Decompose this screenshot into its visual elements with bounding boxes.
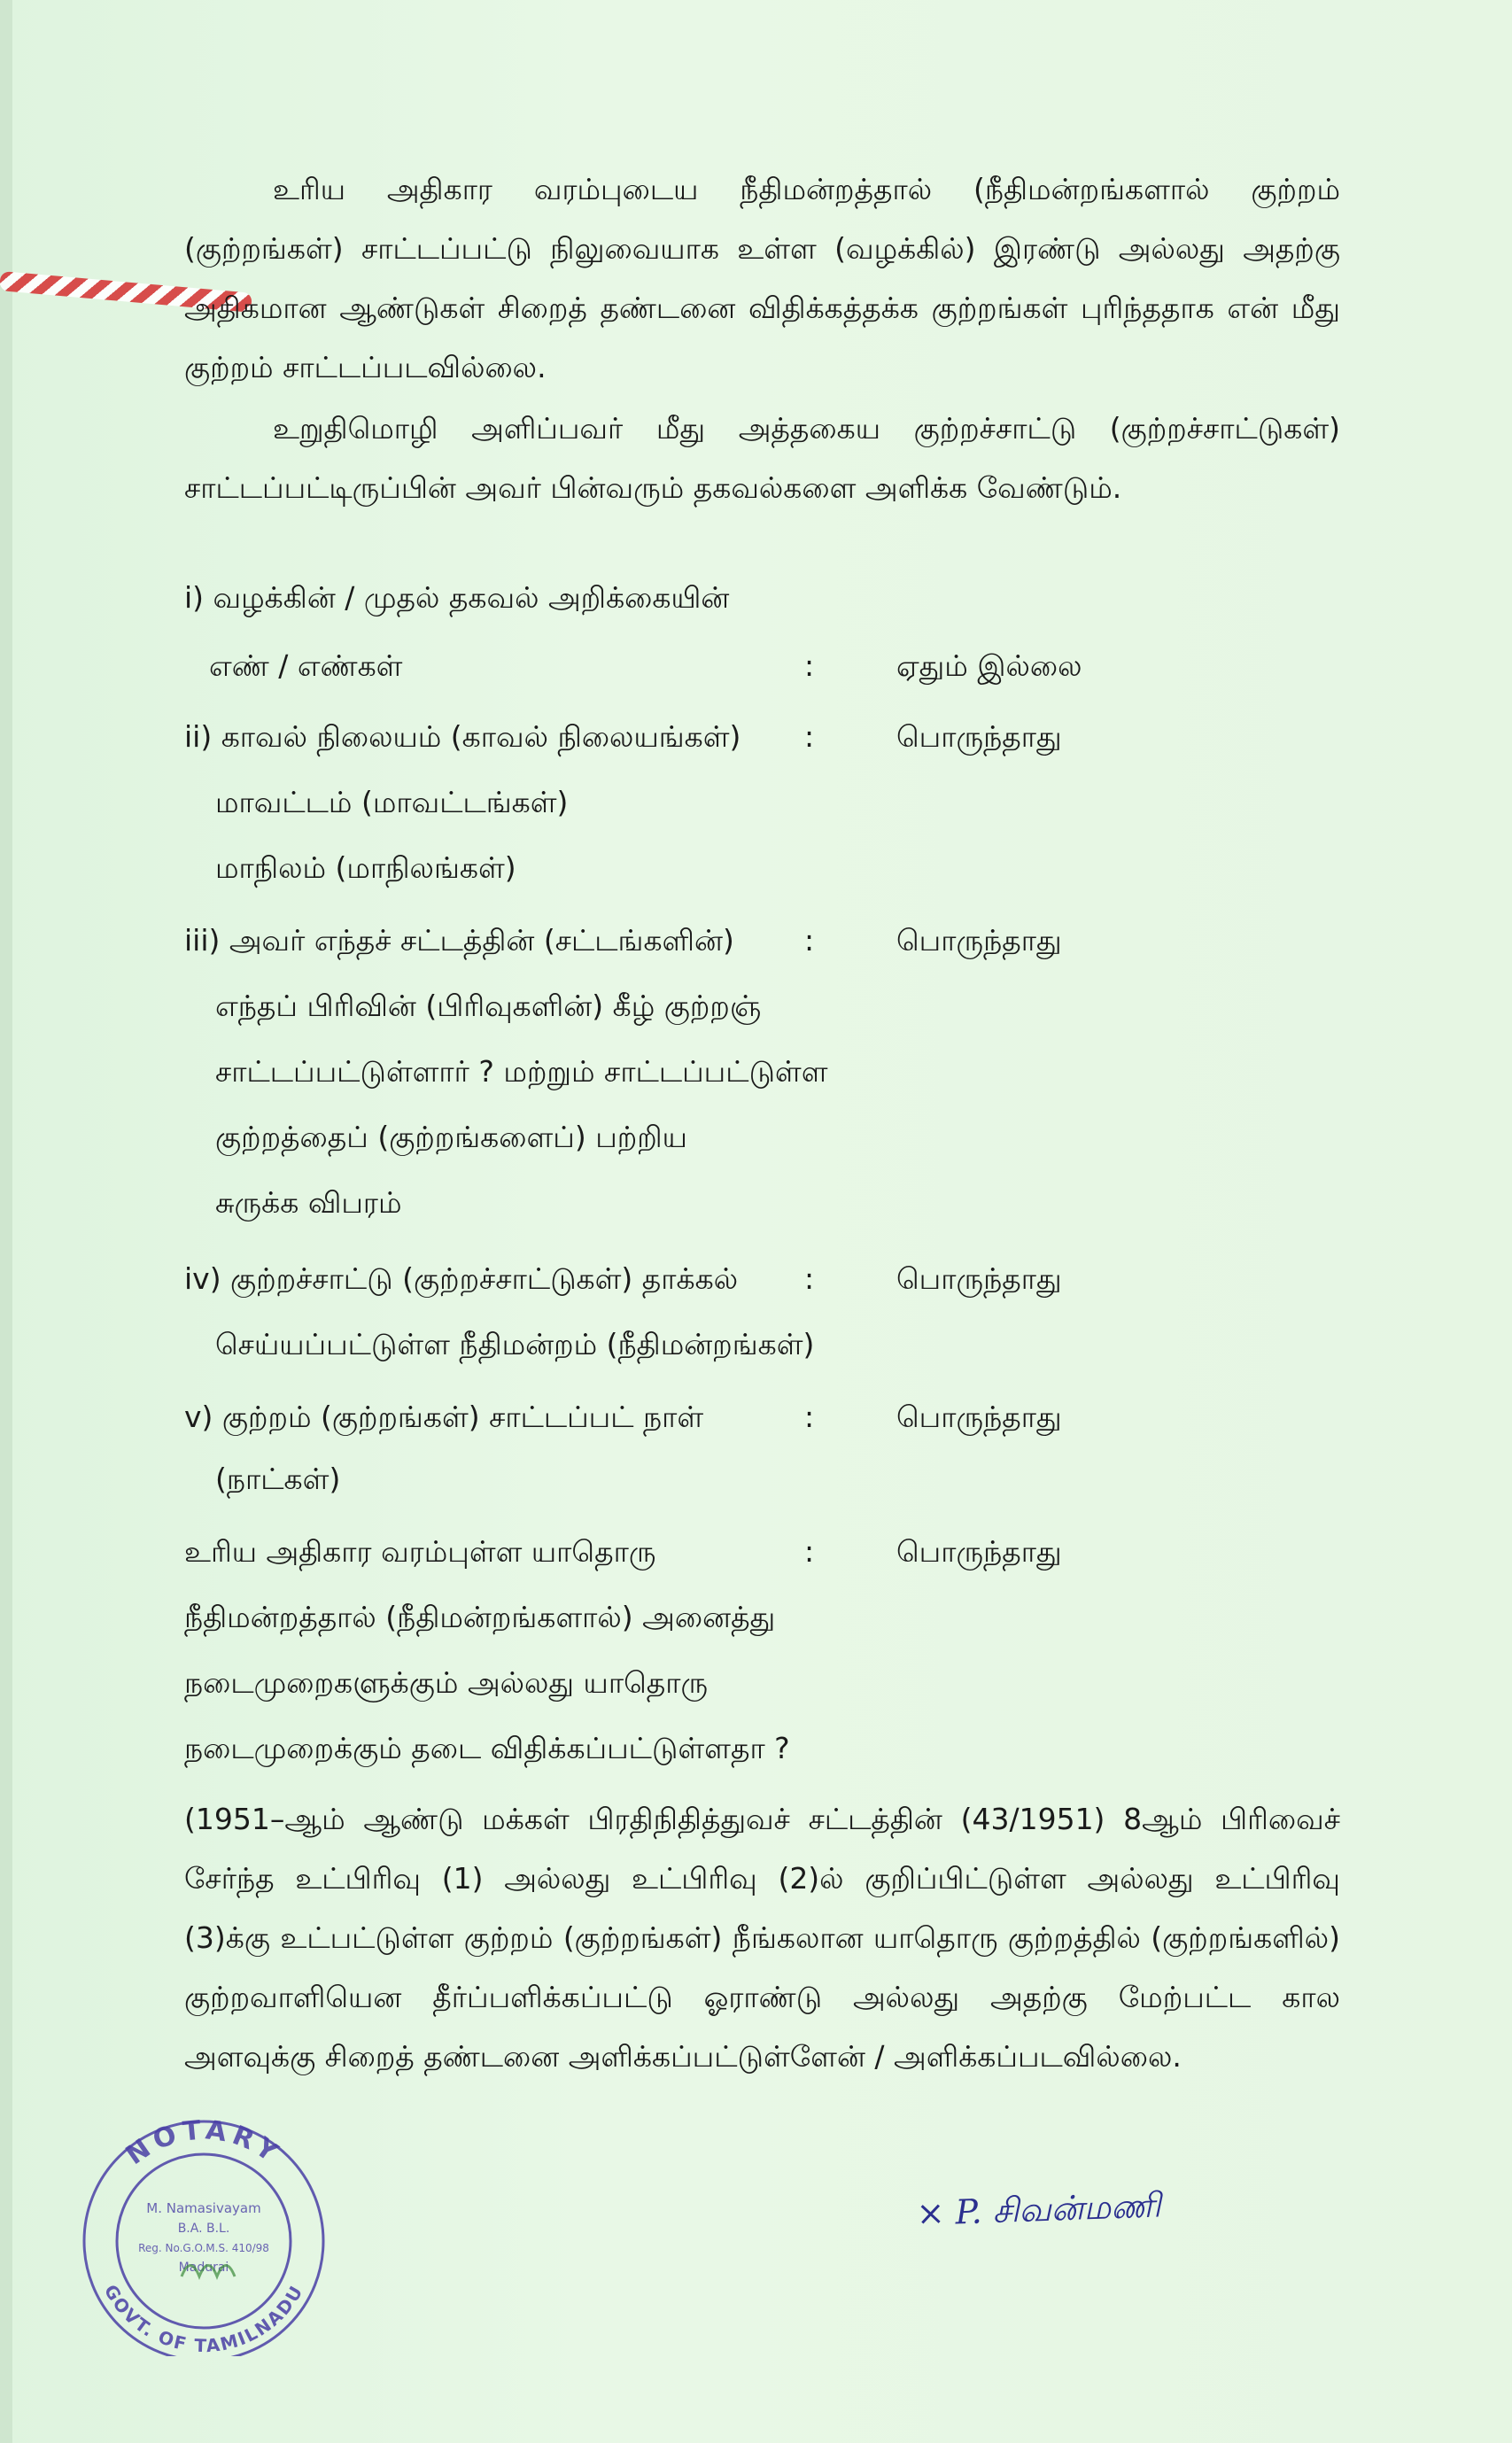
closing-paragraph: (1951–ஆம் ஆண்டு மக்கள் பிரதிநிதித்துவச் சட்டத்தின் (43/1951) 8ஆம் பிரிவைச் சேர்ந்த உட்பிரிவு (1) அல்லது உட்பிரிவு (2)ல் குறிப்பிட்டுள்ள அல்லது உட்பிரிவு (3)க்கு உட்பட்டுள்ள குற்றம் (குற்றங்கள்) நீங்கலான யாதொரு குற்றத்தில் (குற்றங்களில்) குற்றவாளியென தீர்ப்பளிக்கப்பட்டு ஓராண்டு அல்லது அதற்கு மேற்பட்ட கால அளவுக்கு சிறைத் தண்டனை அளிக்கப்பட்டுள்ளேன் / அளிக்கப்படவில்லை. xyxy=(184,1802,1340,2074)
item-i-colon: : xyxy=(804,648,815,683)
item-ii-colon: : xyxy=(804,719,815,754)
item-iii-line-2: எந்தப் பிரிவின் (பிரிவுகளின்) கீழ் குற்றஞ் xyxy=(215,989,762,1023)
item-vi-colon: : xyxy=(804,1534,815,1569)
item-vi-line-2: நீதிமன்றத்தால் (நீதிமன்றங்களால்) அனைத்து xyxy=(184,1600,776,1634)
item-iv-colon: : xyxy=(804,1261,815,1296)
item-iii-value: பொருந்தாது xyxy=(896,923,1062,958)
stamp-name: M. Namasivayam xyxy=(146,2200,261,2216)
item-iv-value: பொருந்தாது xyxy=(896,1261,1062,1296)
item-iii-line-3: சாட்டப்பட்டுள்ளார் ? மற்றும் சாட்டப்பட்டுள்ள xyxy=(215,1054,828,1089)
signature: × P. சிவன்மணி xyxy=(915,2185,1162,2233)
item-i-line-1: i) வழக்கின் / முதல் தகவல் அறிக்கையின் xyxy=(184,580,730,615)
item-ii-line-2: மாவட்டம் (மாவட்டங்கள்) xyxy=(215,785,569,819)
stamp-bottom-text: GOVT. OF TAMILNADU xyxy=(99,2281,308,2356)
item-v-line-1: v) குற்றம் (குற்றங்கள்) சாட்டப்பட் நாள் xyxy=(184,1400,704,1434)
item-i-line-2: எண் / எண்கள் xyxy=(209,648,403,683)
item-vi-value: பொருந்தாது xyxy=(896,1534,1062,1569)
stamp-reg: Reg. No.G.O.M.S. 410/98 xyxy=(138,2242,269,2254)
item-iii-line-4: குற்றத்தைப் (குற்றங்களைப்) பற்றிய xyxy=(215,1120,687,1154)
item-v-value: பொருந்தாது xyxy=(896,1400,1062,1434)
stamp-place: Madurai xyxy=(178,2261,229,2275)
item-v-colon: : xyxy=(804,1400,815,1434)
item-ii-line-1: ii) காவல் நிலையம் (காவல் நிலையங்கள்) xyxy=(184,719,741,754)
stamp-top-text: NOTARY xyxy=(120,2114,288,2172)
notary-stamp xyxy=(66,2108,341,2356)
item-vi-line-1: உரிய அதிகார வரம்புள்ள யாதொரு xyxy=(184,1534,656,1569)
item-iv-line-2: செய்யப்பட்டுள்ள நீதிமன்றம் (நீதிமன்றங்கள்) xyxy=(215,1327,815,1361)
item-vi-line-3: நடைமுறைகளுக்கும் அல்லது யாதொரு xyxy=(184,1665,709,1700)
item-iv-line-1: iv) குற்றச்சாட்டு (குற்றச்சாட்டுகள்) தாக்கல் xyxy=(184,1261,739,1296)
item-iii-line-5: சுருக்க விபரம் xyxy=(215,1185,402,1220)
intro-paragraph-2: உறுதிமொழி அளிப்பவர் மீது அத்தகைய குற்றச்சாட்டு (குற்றச்சாட்டுகள்) சாட்டப்பட்டிருப்பின் அவர் பின்வரும் தகவல்களை அளிக்க வேண்டும். xyxy=(184,411,1340,505)
item-vi-line-4: நடைமுறைக்கும் தடை விதிக்கப்பட்டுள்ளதா ? xyxy=(184,1731,790,1765)
item-ii-line-3: மாநிலம் (மாநிலங்கள்) xyxy=(215,850,516,885)
stamp-degree: B.A. B.L. xyxy=(177,2222,230,2236)
item-ii-value: பொருந்தாது xyxy=(896,719,1062,754)
item-iii-colon: : xyxy=(804,923,815,958)
item-v-line-2: (நாட்கள்) xyxy=(215,1462,341,1496)
intro-paragraph-1: உரிய அதிகார வரம்புடைய நீதிமன்றத்தால் (நீதிமன்றங்களால் குற்றம் (குற்றங்கள்) சாட்டப்பட்டு நிலுவையாக உள்ள (வழக்கில்) இரண்டு அல்லது அதற்கு அதிகமான ஆண்டுகள் சிறைத் தண்டனை விதிக்கத்தக்க குற்றங்கள் புரிந்ததாக என் மீது குற்றம் சாட்டப்படவில்லை. xyxy=(184,172,1340,384)
item-i-value: ஏதும் இல்லை xyxy=(896,648,1082,683)
item-iii-line-1: iii) அவர் எந்தச் சட்டத்தின் (சட்டங்களின்) xyxy=(184,923,734,958)
page-edge xyxy=(0,0,12,2443)
